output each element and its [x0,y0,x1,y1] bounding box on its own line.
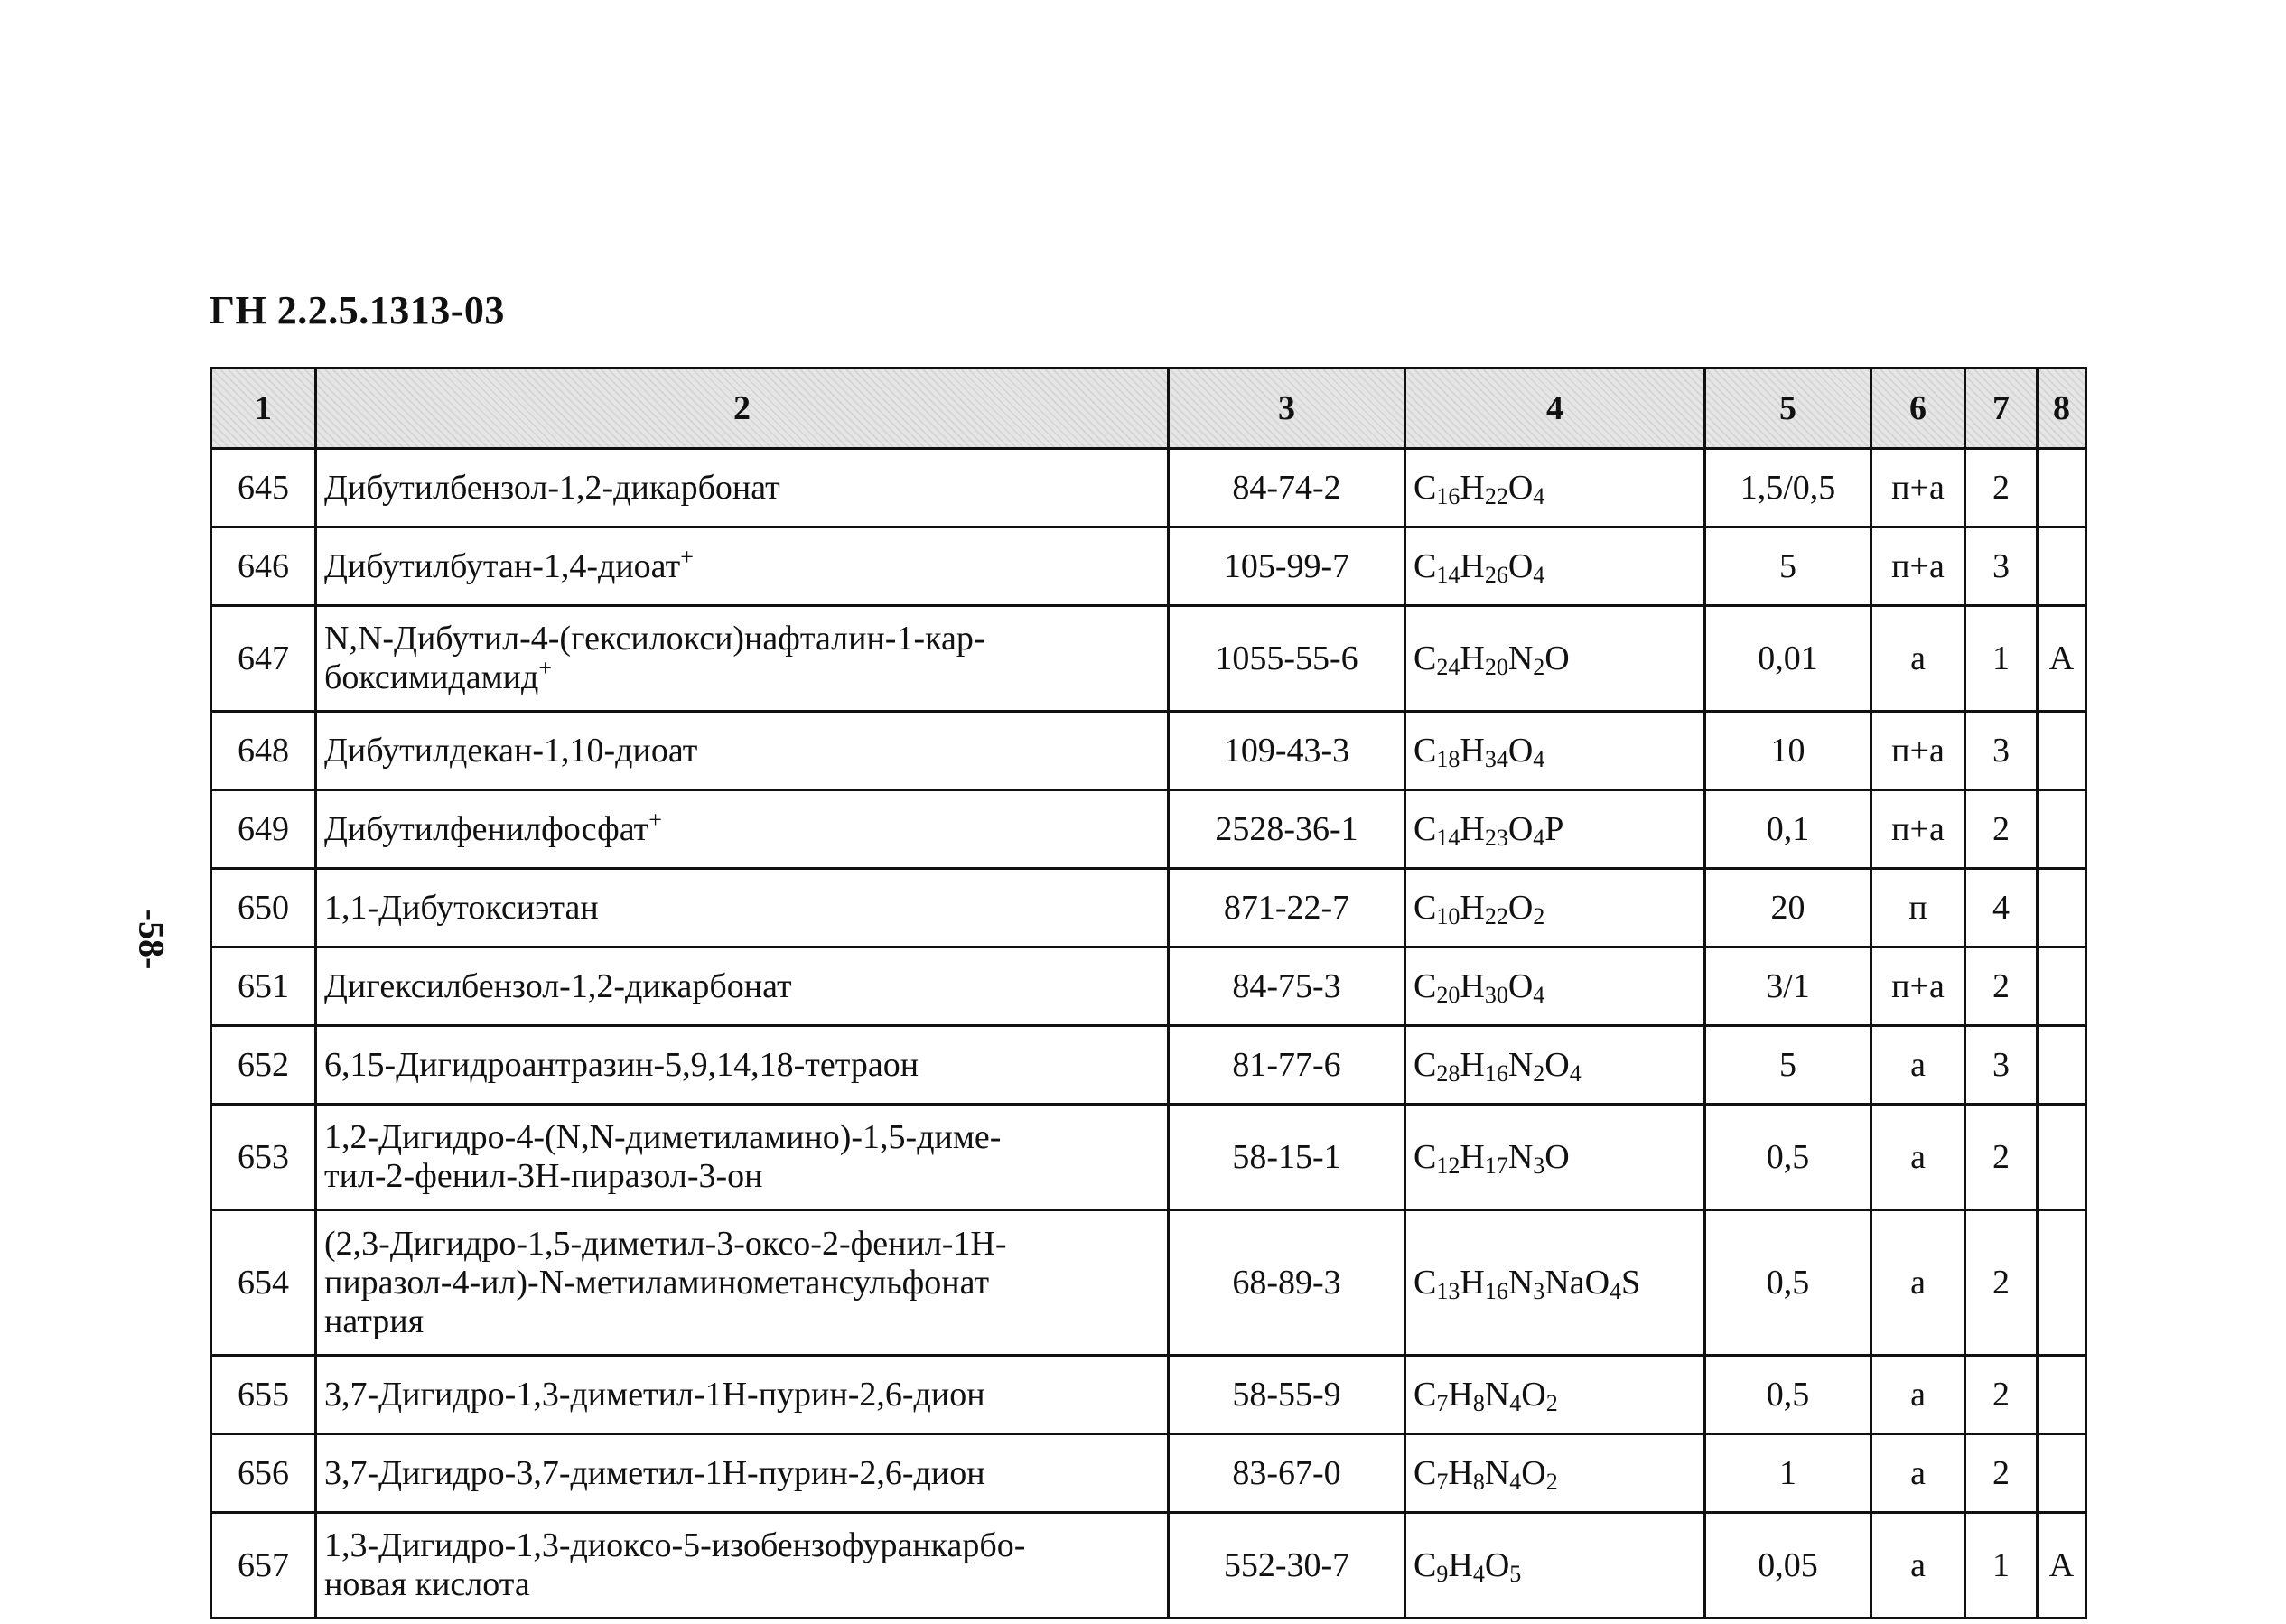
formula-subscript: 4 [1533,824,1545,851]
substances-table [210,367,2087,1619]
column-header: 7 [1965,369,2038,449]
formula-element: H [1460,966,1485,1005]
formula-element: C [1414,1137,1437,1176]
table-body [211,449,2086,1619]
formula-subscript: 7 [1436,1468,1449,1495]
cas-number: 871-22-7 [1169,869,1405,947]
substance-name [316,606,1169,712]
formula-element: C [1414,1545,1437,1584]
formula-element: O [1507,888,1534,927]
formula-subscript: 26 [1484,561,1508,588]
cas-number: 2528-36-1 [1169,790,1405,869]
substance-name [316,1210,1169,1356]
formula-subscript: 4 [1509,1468,1522,1495]
substance-name [316,1356,1169,1434]
formula-subscript: 20 [1484,653,1508,680]
formula-element: H [1448,1453,1473,1492]
formula-element: O [1507,546,1534,585]
formula-subscript: 9 [1436,1560,1449,1587]
formula-element: O [1507,468,1534,507]
formula-element: P [1544,809,1564,848]
formula-element: O [1544,1045,1570,1084]
aggregate-state: п+а [1871,712,1965,790]
formula-subscript: 22 [1484,482,1508,509]
hazard-class: 2 [1965,790,2038,869]
substance-name-line: тил-2-фенил-3Н-пиразол-3-он [324,1157,763,1195]
additional-mark: + [680,543,694,570]
formula-subscript: 22 [1484,902,1508,929]
cas-number: 81-77-6 [1169,1026,1405,1105]
formula-subscript: 4 [1610,1277,1622,1304]
formula-element: O [1484,1545,1510,1584]
row-number: 656 [211,1434,316,1513]
formula-element: C [1414,1453,1437,1492]
formula-subscript: 16 [1484,1277,1508,1304]
aggregate-state: а [1871,1105,1965,1210]
concentration-limit: 5 [1705,527,1871,606]
substance-name-line: 3,7-Дигидро-1,3-диметил-1Н-пурин-2,6-дион [324,1375,985,1414]
document-code: ГН 2.2.5.1313-03 [210,288,505,332]
concentration-limit: 20 [1705,869,1871,947]
formula-element: O [1544,639,1570,677]
aggregate-state: а [1871,1356,1965,1434]
formula-subscript: 13 [1436,1277,1460,1304]
formula-subscript: 3 [1533,1277,1545,1304]
formula-subscript: 4 [1533,981,1545,1008]
substance-name-line: натрия [324,1302,425,1340]
table-row [211,449,2086,527]
formula-subscript: 3 [1533,1152,1545,1179]
substance-name-line: Дибутилбутан-1,4-диоат [324,546,681,585]
chemical-formula [1405,606,1705,712]
aggregate-state: а [1871,1026,1965,1105]
additional-mark: + [648,806,662,833]
formula-element: C [1414,731,1437,770]
formula-element: N [1507,1137,1534,1176]
concentration-limit: 0,05 [1705,1513,1871,1619]
concentration-limit: 0,5 [1705,1210,1871,1356]
formula-subscript: 8 [1472,1389,1485,1416]
chemical-formula [1405,869,1705,947]
formula-element: H [1460,639,1485,677]
note-mark [2038,1026,2086,1105]
formula-subscript: 12 [1436,1152,1460,1179]
table-row [211,1356,2086,1434]
formula-subscript: 10 [1436,902,1460,929]
aggregate-state: а [1871,606,1965,712]
substance-name-line: N,N-Дибутил-4-(гексилокси)нафталин-1-кар- [324,620,985,658]
note-mark [2038,449,2086,527]
note-mark [2038,1356,2086,1434]
chemical-formula [1405,527,1705,606]
aggregate-state: а [1871,1513,1965,1619]
hazard-class: 2 [1965,449,2038,527]
aggregate-state: а [1871,1210,1965,1356]
formula-element: C [1414,809,1437,848]
note-mark [2038,1105,2086,1210]
substance-name-line: 1,3-Дигидро-1,3-диоксо-5-изобензофуранкарбо- [324,1526,1026,1564]
table-row [211,1026,2086,1105]
formula-element: C [1414,966,1437,1005]
formula-element: NaO [1544,1263,1610,1302]
formula-subscript: 2 [1533,653,1545,680]
cas-number: 84-74-2 [1169,449,1405,527]
formula-subscript: 17 [1484,1152,1508,1179]
chemical-formula [1405,1434,1705,1513]
row-number: 655 [211,1356,316,1434]
table-row [211,1210,2086,1356]
formula-element: O [1507,966,1534,1005]
column-header: 3 [1169,369,1405,449]
substance-name-line: 6,15-Дигидроантразин-5,9,14,18-тетраон [324,1045,919,1084]
hazard-class: 3 [1965,527,2038,606]
chemical-formula [1405,1513,1705,1619]
formula-subscript: 4 [1533,482,1545,509]
aggregate-state: п+а [1871,449,1965,527]
substance-name-line: Дибутилфенилфосфат [324,809,649,848]
chemical-formula [1405,1105,1705,1210]
table-row [211,712,2086,790]
hazard-class: 3 [1965,1026,2038,1105]
formula-element: H [1460,1045,1485,1084]
row-number: 654 [211,1210,316,1356]
concentration-limit: 0,5 [1705,1356,1871,1434]
formula-subscript: 23 [1484,824,1508,851]
substance-name [316,947,1169,1026]
substance-name-line: (2,3-Дигидро-1,5-диметил-3-оксо-2-фенил-1Н- [324,1224,1007,1263]
aggregate-state: п+а [1871,527,1965,606]
formula-element: H [1460,1263,1485,1302]
table-header-row [211,369,2086,449]
page-number: -58- [131,909,173,970]
substance-name-line: 3,7-Дигидро-3,7-диметил-1Н-пурин-2,6-дион [324,1453,985,1492]
substance-name [316,1513,1169,1619]
formula-subscript: 14 [1436,824,1460,851]
formula-element: C [1414,639,1437,677]
note-mark [2038,527,2086,606]
hazard-class: 2 [1965,1210,2038,1356]
formula-subscript: 24 [1436,653,1460,680]
formula-element: N [1484,1375,1510,1414]
note-mark [2038,947,2086,1026]
table-row [211,869,2086,947]
substance-name [316,449,1169,527]
row-number: 653 [211,1105,316,1210]
note-mark: А [2038,606,2086,712]
note-mark [2038,1210,2086,1356]
concentration-limit: 0,5 [1705,1105,1871,1210]
formula-element: H [1460,731,1485,770]
row-number: 646 [211,527,316,606]
row-number: 651 [211,947,316,1026]
substance-name [316,712,1169,790]
formula-element: H [1448,1545,1473,1584]
concentration-limit: 1,5/0,5 [1705,449,1871,527]
row-number: 648 [211,712,316,790]
formula-subscript: 4 [1533,745,1545,772]
formula-element: H [1448,1375,1473,1414]
formula-element: N [1507,639,1534,677]
substance-name-line: 1,2-Дигидро-4-(N,N-диметиламино)-1,5-диме- [324,1118,1002,1156]
formula-element: N [1507,1263,1534,1302]
cas-number: 68-89-3 [1169,1210,1405,1356]
formula-subscript: 16 [1436,482,1460,509]
formula-element: O [1507,809,1534,848]
substance-name-line: Дигексилбензол-1,2-дикарбонат [324,966,792,1005]
column-header: 6 [1871,369,1965,449]
formula-subscript: 14 [1436,561,1460,588]
formula-element: N [1507,1045,1534,1084]
formula-subscript: 2 [1545,1389,1558,1416]
column-header: 1 [211,369,316,449]
table-row [211,1513,2086,1619]
aggregate-state: а [1871,1434,1965,1513]
row-number: 647 [211,606,316,712]
note-mark [2038,1434,2086,1513]
chemical-formula [1405,947,1705,1026]
formula-element: O [1521,1375,1546,1414]
table-row [211,947,2086,1026]
formula-element: H [1460,888,1485,927]
column-header: 8 [2038,369,2086,449]
substance-name-line: 1,1-Дибутоксиэтан [324,888,599,927]
formula-subscript: 4 [1569,1059,1582,1087]
substance-name [316,527,1169,606]
row-number: 645 [211,449,316,527]
additional-mark: + [538,655,553,681]
hazard-class: 2 [1965,1356,2038,1434]
formula-subscript: 2 [1533,1059,1545,1087]
cas-number: 58-55-9 [1169,1356,1405,1434]
hazard-class: 1 [1965,606,2038,712]
formula-subscript: 4 [1533,561,1545,588]
formula-subscript: 16 [1484,1059,1508,1087]
formula-subscript: 2 [1545,1468,1558,1495]
formula-element: C [1414,546,1437,585]
table-row [211,1434,2086,1513]
substance-name [316,790,1169,869]
concentration-limit: 0,1 [1705,790,1871,869]
substance-name-line: пиразол-4-ил)-N-метиламинометансульфонат [324,1263,990,1302]
formula-subscript: 34 [1484,745,1508,772]
substance-name-line: Дибутилбензол-1,2-дикарбонат [324,468,780,507]
chemical-formula [1405,449,1705,527]
cas-number: 83-67-0 [1169,1434,1405,1513]
formula-element: N [1484,1453,1510,1492]
chemical-formula [1405,1210,1705,1356]
aggregate-state: п [1871,869,1965,947]
formula-subscript: 4 [1472,1560,1485,1587]
row-number: 652 [211,1026,316,1105]
formula-element: C [1414,1045,1437,1084]
formula-element: H [1460,468,1485,507]
row-number: 657 [211,1513,316,1619]
formula-subscript: 18 [1436,745,1460,772]
formula-element: O [1507,731,1534,770]
formula-element: H [1460,809,1485,848]
aggregate-state: п+а [1871,947,1965,1026]
hazard-class: 4 [1965,869,2038,947]
formula-subscript: 2 [1533,902,1545,929]
cas-number: 109-43-3 [1169,712,1405,790]
cas-number: 84-75-3 [1169,947,1405,1026]
concentration-limit: 3/1 [1705,947,1871,1026]
note-mark [2038,790,2086,869]
table-row [211,527,2086,606]
note-mark [2038,869,2086,947]
cas-number: 552-30-7 [1169,1513,1405,1619]
formula-element: C [1414,468,1437,507]
note-mark: А [2038,1513,2086,1619]
note-mark [2038,712,2086,790]
table-row [211,790,2086,869]
chemical-formula [1405,1026,1705,1105]
concentration-limit: 10 [1705,712,1871,790]
substance-name-line: боксимидамид [324,658,539,696]
table-row [211,1105,2086,1210]
aggregate-state: п+а [1871,790,1965,869]
formula-subscript: 8 [1472,1468,1485,1495]
table-row [211,606,2086,712]
substance-name [316,1026,1169,1105]
hazard-class: 2 [1965,1105,2038,1210]
formula-element: H [1460,546,1485,585]
formula-subscript: 7 [1436,1389,1449,1416]
cas-number: 105-99-7 [1169,527,1405,606]
formula-element: C [1414,1263,1437,1302]
substance-name [316,1105,1169,1210]
formula-element: S [1621,1263,1641,1302]
formula-element: O [1544,1137,1570,1176]
substance-name [316,869,1169,947]
cas-number: 1055-55-6 [1169,606,1405,712]
hazard-class: 2 [1965,1434,2038,1513]
chemical-formula [1405,1356,1705,1434]
chemical-formula [1405,790,1705,869]
formula-element: C [1414,888,1437,927]
concentration-limit: 1 [1705,1434,1871,1513]
column-header: 2 [316,369,1169,449]
hazard-class: 1 [1965,1513,2038,1619]
formula-element: O [1521,1453,1546,1492]
hazard-class: 3 [1965,712,2038,790]
concentration-limit: 5 [1705,1026,1871,1105]
row-number: 649 [211,790,316,869]
cas-number: 58-15-1 [1169,1105,1405,1210]
row-number: 650 [211,869,316,947]
substance-name [316,1434,1169,1513]
substance-name-line: Дибутилдекан-1,10-диоат [324,731,698,770]
concentration-limit: 0,01 [1705,606,1871,712]
formula-subscript: 30 [1484,981,1508,1008]
formula-element: H [1460,1137,1485,1176]
chemical-formula [1405,712,1705,790]
column-header: 4 [1405,369,1705,449]
formula-subscript: 28 [1436,1059,1460,1087]
formula-element: C [1414,1375,1437,1414]
column-header: 5 [1705,369,1871,449]
substance-name-line: новая кислота [324,1565,530,1603]
hazard-class: 2 [1965,947,2038,1026]
formula-subscript: 20 [1436,981,1460,1008]
formula-subscript: 4 [1509,1389,1522,1416]
formula-subscript: 5 [1509,1560,1522,1587]
